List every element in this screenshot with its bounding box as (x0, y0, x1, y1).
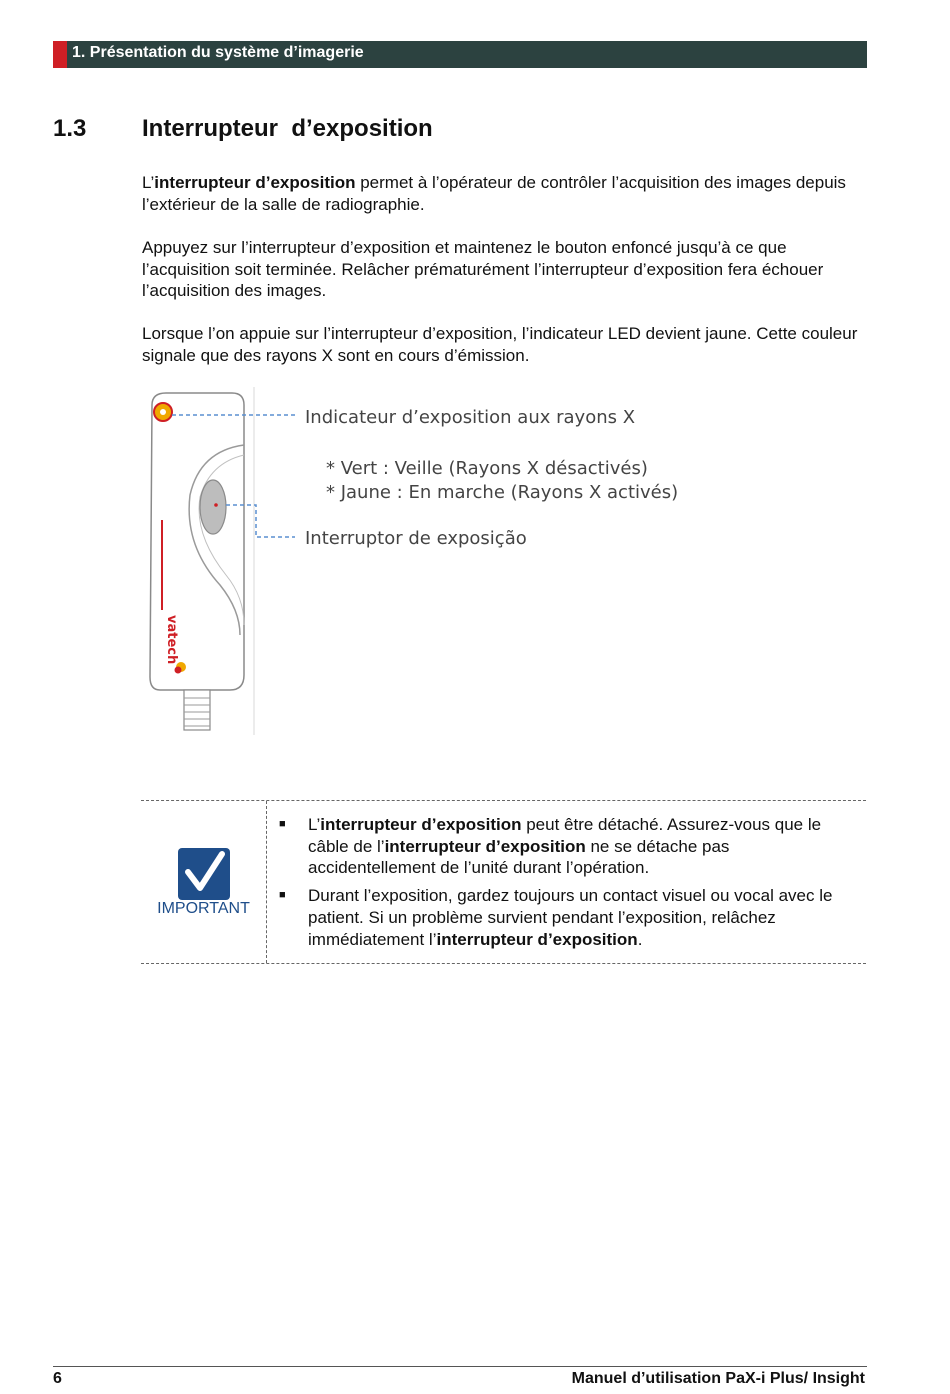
paragraph-press: Appuyez sur l’interrupteur d’exposition et maintenez le bouton enfoncé jusqu’à ce que l’acquisition soit terminée. Relâcher prématurément l’interrupteur d’exposition fera échouer l’acquisition des images. (142, 238, 824, 300)
important-label: IMPORTANT (157, 900, 250, 917)
label-yellow-active: * Jaune : En marche (Rayons X activés) (326, 482, 679, 503)
exposure-switch-illustration (150, 387, 295, 735)
page-number: 6 (53, 1370, 62, 1387)
label-indicator: Indicateur d’exposition aux rayons X (305, 407, 636, 428)
notice-divider (266, 801, 267, 963)
manual-title: Manuel d’utilisation PaX-i Plus/ Insight (571, 1370, 865, 1387)
chapter-title: 1. Présentation du système d’imagerie (72, 44, 364, 61)
bullet-icon: ■ (279, 889, 286, 902)
important-notes (279, 814, 839, 956)
label-green-standby: * Vert : Veille (Rayons X désactivés) (326, 458, 648, 479)
section-number: 1.3 (53, 115, 87, 142)
section-title: Interrupteur d’exposition (142, 115, 433, 142)
checkbox-icon (178, 848, 230, 900)
paragraph-intro: L’interrupteur d’exposition permet à l’opérateur de contrôler l’acquisition des images depuis l’extérieur de la salle de radiographie. (142, 173, 846, 214)
note-item: ■ L’interrupteur d’exposition peut être détaché. Assurez-vous que le câble de l’interrupteur d’exposition ne se détache pas accidentellement de l’unité durant l’opération. (279, 815, 822, 878)
header-accent (53, 41, 67, 68)
chapter-header (53, 41, 867, 68)
footer-rule (53, 1366, 867, 1367)
important-notice (141, 800, 866, 964)
label-switch: Interruptor de exposição (305, 528, 527, 549)
bullet-icon: ■ (279, 818, 286, 830)
paragraph-led: Lorsque l’on appuie sur l’interrupteur d’exposition, l’indicateur LED devient jaune. Cette couleur signale que des rayons X sont en cours d’émission. (142, 324, 858, 365)
note-item: ■ Durant l’exposition, gardez toujours un contact visuel ou vocal avec le patient. Si un problème survient pendant l’exposition, relâchez immédiatement l’interrupteur d’exposition. (279, 886, 833, 949)
brand-logo: vatech (164, 615, 179, 665)
exposure-switch-figure (140, 385, 700, 740)
